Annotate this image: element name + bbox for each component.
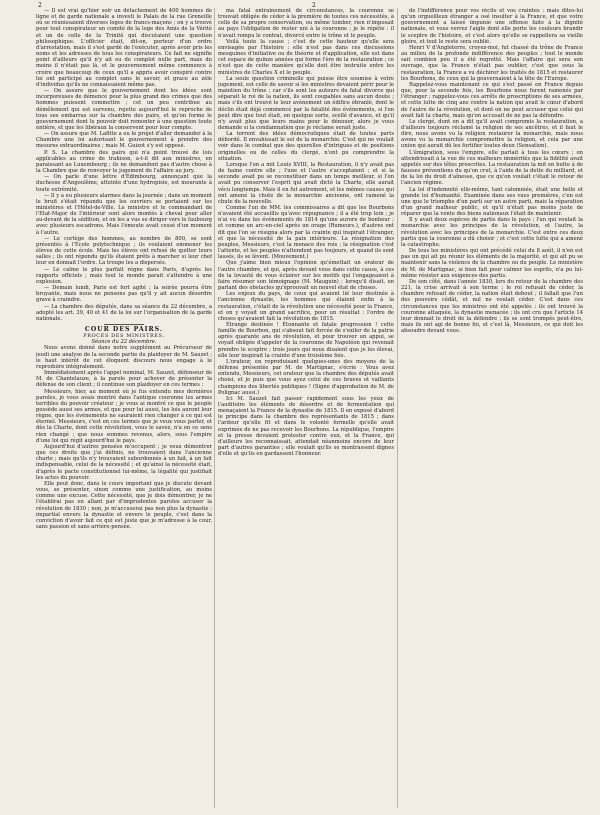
paragraph: — La chambre des députés, dans sa séance du 22 décembre, a adopté les art. 39, 40 et 41 de la loi sur l'organisation de la garde nationale. bbox=[36, 303, 212, 322]
paragraph: Elle peut donc, dans le cours important que je discute devant vous, se présenter, sinon comme une justification, au moins comme une excuse. Cette nécessité, que je dois démontrer, je ne l'établirai pas en allant par d'imprudentes paroles accuser la révolution de 1830 ; non, je m'accuserai pas non plus la dynastie ; impartial envers la dynastie et envers le peuple, c'est dans la conviction d'avoir fait ce qui est juste que je m'adresse à la cour, sans passion et sans arrière-pensée. bbox=[36, 480, 212, 530]
paragraph: P. S. La chambre des pairs qui n'a point trouvé de lois applicables au crime de trahison, a-t-il dit aux ministres, en paraissant au Luxembourg ; ils ne demandent pas d'autre chose à la Chambre que de renvoyer le jugement de l'affaire au jury. bbox=[36, 149, 212, 175]
paragraph: Ici M. Sauzet fait passer rapidement sous les yeux de l'auditoire les éléments de désordre et de fermentation qui menaçaient la France de la dynastie de 1815. Il en exposé d'abord le principe dans la chambre des représentants de 1815 ; dans l'ardeur qu'elle fit et dans le volonté formelle qu'elle avait exprimée de ne pas recevoir les Bourbons. La république, l'empire et la presse devaient protester contre eux, et la France, qui d'ailleurs les reconnaissait, attendait néanmoins encore de leur part d'autres garanties ; elle voulait qu'ils se montrassent dignes d'elle et qu'ils en gardassent l'honneur. bbox=[218, 395, 394, 458]
column-rule bbox=[397, 8, 398, 808]
paragraph: Le clergé, dont on a dit qu'il avait compromis la restauration, a d'ailleurs toujours réclamé la religion de ses ancêtres, et il faut le dire, nous avons vu la religion restaurer la monarchie, mais nous avons vu la monarchie compromettre la religion, et cela par une union qui aurait dû les fortifier toutes deux (Sensation). bbox=[401, 118, 583, 150]
paragraph: La torrent des idées démocratiques était de toutes parts débordé. Il envahissait le sol de la monarchie. C'est qui ne voulait voir dans le combat que des querelles d'intrigues et de positions originelles ou de celles du clergé, n'ont pu comprendre la situation. bbox=[218, 131, 394, 162]
paragraph: — Le calme le plus parfait règne dans Paris, d'après les rapports officiels ; mais tout le monde parait s'attendre à une explosion. bbox=[36, 266, 212, 285]
divider bbox=[104, 324, 144, 325]
paragraph: Les enjeux du pays, de ceux qui avaient lié leur destinée à l'ancienne dynastie, les hommes qui étaient enfin à la restauration, c'était de la révolution une nécessité pour la France, et on y voyait un grand sacrifice, pour un résultat : l'ordre de choses qu'avaient fait la révolution de 1815. bbox=[218, 291, 394, 322]
paragraph: Lorsque l'on a mit Louis XVIII, la Restauration, il n'y avait pas de haine contre elle ; l'une et l'autre s'acceptaient ; et si la seconde avait pu se reconstituer dans un temps meilleur, si l'on avait pu conserver l'esprit qui avait dicté la Charte, elle aurait vécu longtemps. Mais il en fut autrement, et les mêmes causes qui ont amené la chute de la monarchie ancienne, ont ramené la chute de la nouvelle. bbox=[218, 161, 394, 205]
paragraph: — On assure que M. Lafitte a eu le projet d'aller demander à la Chambre une loi autorisant le gouvernement à prendre des mesures extraordinaires ; mais M. Guizot s'y est opposé. bbox=[36, 131, 212, 150]
page-number-right: 2 bbox=[312, 2, 316, 9]
paragraph: de l'indifférence pour vos récits et vos craintes : mais dites-lui qu'un orgueilleux étranger a osé insulter à la France, et que votre gouvernement a laissé impunie une offense faite à la dignité nationale, et vous verrez l'aigle dont elle porte les couleurs brandir le sceptre de l'histoire, et c'est alors qu'elle se rappellera sa vieille gloire, et tout le reste sera oublié. bbox=[401, 8, 583, 45]
paragraph: Voilà toute la cause ; c'est de cette hauteur qu'elle sera envisagée par l'histoire ; elle n'est pas dans ces discussions mesquines d'initiative ou de théorie et d'application, elle est dans cet espace de quinze années qui forme l'ère de la restauration ; ce n'est que de cette manière qu'elle doit être instruite entre les ministres de Charles X et le peuple. bbox=[218, 38, 394, 76]
paragraph: La seule question criminelle qui puisse être soumise à votre jugement, est celle de savoir si les ministres devaient périr pour le maintien du trône ; car s'ils sont les auteurs du fatal divorce qui séparait le roi de la nation, ils sont coupables sans aucun doute ; mais s'ils ont trouvé le leur avènement un édifice ébranlé, dont le déclin était déjà commencé par la fatalité des événements, si l'on peut dire que tout était, en quelque sorte, scellé d'avance, et qu'il n'y avait plus que leurs mains pour le dénouer, alors je vous demande si la condamnation que je réclame serait juste. bbox=[218, 75, 394, 131]
paragraph: Rappelez-vous maintenant ce qui s'est passé en France depuis que, pour la seconde fois, les Bourbons nous furent ramenés par l'étranger ; rappelez-vous ces arrêts de proscriptions de ses armées, et cette lutte de cinq ans contre la nation qui avait le cœur d'abord de l'autre de la révolution, et dont on ne peut accuser que celui qui avait fait la charte, mais qu'on accusait de ne pas la défendre. bbox=[401, 81, 583, 119]
paragraph: La loi d'indemnité elle-même, tant calomniée, était une belle et grande loi d'humanité. Examinée dans ses vues premières, c'en est une que le triomphe d'un parti sur un autre parti, mais la réparation d'un grand malheur public, et qu'il n'était pas moins juste de réparer que la vente des biens nationaux l'était de maintenir. bbox=[401, 186, 583, 218]
paragraph: L'orateur, en reproduisant quelques-unes des moyens de la défense présentée par M. de Martignac, s'écrie : Vous avez entendu, Messieurs, cet orateur que la chambre des députés avait choisi, et je puis que vous ayez celui de ces braves et vaillants champions des libertés publiques ! (Signe d'approbation de M. de Polignac aussi.) bbox=[218, 358, 394, 396]
page-number-left: 2 bbox=[38, 2, 42, 9]
paragraph: L'émigration, sous l'empire, elle parlait à tous les cœurs ; on attendrissait à la vue de ces malheurs immérités que la fidélité avait appelés sur des têtes proscrites. La restauration la mit en butte à de fausses préventions du qu'on crut, à l'aide de la dette du milliard, et de la loi du droit d'aînesse, que ce qu'on voulait c'était le retour de l'ancien régime. bbox=[401, 149, 583, 187]
column-2 bbox=[218, 8, 394, 808]
paragraph: — Il est vrai qu'hier soir un détachement de 400 hommes de ligne et de garde nationale a investi le Palais de la rue Greneille où se réunissaient diverses loges de francs-maçons ; on y a trouvé pour tout conspirateur un comité de la loge des Amis de la Vérité et un de celle de la Trinité qui discutaient une question philosophique. L'officier était, dit-on, porteur d'un ordre d'arrestation, mais il s'est gardé de l'exécuter, après avoir pris les noms et les adresses de tous les conspirateurs. Ce fait ne signifie point d'ailleurs qu'il n'y ait eu de complot nulle part, mais du moins il n'était pas là, et le gouvernement même commence à croire que beaucoup de ceux qu'il a appris avoir conspiré contre lui ont participé au complot sans le savoir, et grace au zèle d'individus qu'ils ne connaissaient même pas. bbox=[36, 8, 212, 88]
paragraph: Nous avons donné dans notre supplément au Précurseur de jeudi une analyse de la seconde partie du plaidoyer de M. Sauzet ; le haut intérêt de cet éloquent discours nous engage à le reproduire intégralement. bbox=[36, 345, 212, 370]
paragraph: Comme l'un de MM. les commissaires a dit que les Bourbons n'avaient été accueillis qu'avec répugnance ; il a été trop loin ; je n'ai vu dans les événements de 1814 qu'une aurore de bonheur ; et comme un arc-en-ciel après un orage (Rumeurs.), d'autres ont dit que l'on se résigna alors par la crainte qui inspirait l'étranger, et que la nécessité de la paix intérieure. La résignation des peuples, Messieurs, c'est la menace des rois ; la résignation c'est l'attente, et les peuples n'attendent pas toujours, et quand ils sont lassés, ils se lèvent. (Mouvement.) bbox=[218, 205, 394, 261]
paragraph: — Le cortège des hommes, au nombre de 800, se sont présentés à l'École polytechnique ; ils voulaient emmener les élèves de cette école. Mais les élèves ont refusé de quitter leurs salles ; ils ont répondu qu'ils étaient prêts à marcher si leur chef leur en donnait l'ordre. La troupe les a dispersés. bbox=[36, 235, 212, 267]
paragraph: — Il y a eu plusieurs alarmes dans la journée ; dans un moment le bruit s'était répandu que les ouvriers se portaient sur les ministères et l'Hôtel-de-Ville. Le ministre et le commandant de l'Etat-Major de l'intérieur sont alors montés à cheval pour aller au-devant de la sédition, et on les a vus se diriger vers le faubourg avec plusieurs escadrons. Mais l'émeute avait cessé d'un moment à l'autre. bbox=[36, 192, 212, 236]
column-3 bbox=[401, 8, 583, 808]
section-title: COUR DES PAIRS. bbox=[84, 325, 164, 333]
paragraph: Que j'aime bien mieux l'opinion qu'émettait un orateur de l'autre chambre, et qui, après devant vous dans cette cause, à ces de la lovauté de vous éclairer sur les motifs qui l'engageaient à faire résumer son témoignage (M. Mauguin) : lorsqu'il disait, en parlant des obstacles qu'éprouvait un nouvel état de choses. bbox=[218, 260, 394, 292]
column-rule bbox=[214, 8, 215, 808]
paragraph: Il y avait deux espèces de partis dans le pays ; l'un qui voulait la monarchie avec les principes de la révolution, et l'autre, la révolution avec les principes de la monarchie. C'est entre ces deux partis que la couronne a dû choisir ; et c'est cette lutte qui a amené la catastrophe. bbox=[401, 217, 583, 248]
paragraph: — On parle d'une lettre d'Édimbourg, annonçant que la duchesse d'Angoulême, atteinte d'une hydropisie, est mourante à toute extrémité. bbox=[36, 174, 212, 193]
paragraph: — Demain lundi, Paris est fort agité ; la soirée pourra être bruyante, mais nous ne pensons pas qu'il y ait aucun désordre grave à craindre. bbox=[36, 285, 212, 304]
paragraph: Aujourd'hui d'autres pensées m'occupent ; je veux démontrer que ces droits que j'ai définis, ne trouvaient dans l'ancienne charte ; mais qu'ils n'y trouvaient subordonnés à un fait, à un fait indispensable, celui de la nécessité ; et qu'ainsi la nécessité était, d'après le pacte constitutionnel lui-même, la légalité qui justifiait les actes du pouvoir. bbox=[36, 443, 212, 481]
paragraph: Henri V d'Angleterre, croyez-moi, fut chassé du trône de France au milieu de la profonde indifférence des peuples ; tout le monde sait combien peu il a été regretté. Mais l'affaire qui sera son ouvrage, que la France n'était pas oublier, c'est que sous la restauration, la France a vu déchirer les traités de 1815 et restaurer les Bourbons, de ceux qui la gouvernaient à la tête de l'Europe. bbox=[401, 44, 583, 82]
paragraph: De tous les ministères qui ont précédé celui du 8 août, il n'en est pas un qui ait pu réunir les éléments de la majorité, et qui ait pu se maintenir sans la violence de la chambre ou du peuple. Le ministère de M. de Martignac, si bien fait pour calmer les esprits, n'a pu lui-même résister aux exigences des partis. bbox=[401, 248, 583, 279]
paragraph: De son côté, dans l'année 1830, lors du retour de la chambre des 221, la crise arrivait à son terme ; le roi refusait de céder, la chambre refusait de céder, la nation était debout ; il fallait que l'un des pouvoirs cédât, et nul ne voulait céder. C'est dans ces circonstances que les ministres ont été appelés ; ils ont trouvé la couronne attaquée, la dynastie menacée ; ils ont cru que l'article 14 leur donnait le droit de la défendre ; ils se sont trompés peut-être, mais ils ont agi de bonne foi, et c'est là, Messieurs, ce qui doit les absoudre devant vous. bbox=[401, 278, 583, 335]
paragraph: Étrange destinée ! Étonnante et fatale progression ! cette famille de Bourbon, qui s'absout fait forcée de s'exiler de la patrie après quarante ans de révolution, et pour trouver un appui, se voyait obligée d'appeler de la couronne de Napoléon qui revenait prendre le sceptre ; trois jours qui nous disaient que je les élevai, elle leur inspirait la crainte d'une troisième fois. bbox=[218, 321, 394, 359]
section-subtitle: PROCÈS DES MINISTRES. bbox=[83, 333, 165, 340]
paragraph: ma fatal entraînement de circonstances, la couronne se trouvait obligée de céder à la première de toutes ces nécessités, à celle de sa propre conservation, ou même tomber, rien n'imposait au pays l'obligation de rester uni à la couronne ; je le répète : il n'avait rompu le contrat, divorcé entre le trône et le peuple. bbox=[218, 8, 394, 39]
paragraph: Immédiatement après l'appel nominal, M. Sauzet, défenseur de M. de Chantelauze, à la parole pour achever de présenter la défense de son client ; il continue son plaidoyer en ces termes : bbox=[36, 370, 212, 389]
section-date: Séance du 22 décembre. bbox=[91, 339, 157, 346]
paragraph: — On assure que le gouvernement dont les idées sont incorporeuses de démence pour la plus grand des crimes que des hommes puissent commettre ; cet un peu contribue au démêlement qui est survenu, rejette aujourd'hui le reproche de tous ses embarras sur la chambre des pairs, et qu'on forme le gouvernement dont le pouvoir doit remonter à une question toute entière, et que les libéraux la conservent pour leur compte. bbox=[36, 88, 212, 131]
paragraph: Messieurs, hier, au moment où je fus entendu mes dernières paroles, je vous avais montré dans l'antique couronne les armes terribles du pouvoir créateur ; je vous ai montré ce que le peuple possède aussi ses armes, et que pour lui aussi, les lois auront leur règne, que les événements ne sauraient rien changer à ce qui est éternel. Messieurs, c'est en ces termes que je veux vous parler, et dès la Charte, dont cette révolution, vous le savez, n'a en ce sens rien changé ; que nous sommes revenus, alors, sous l'empire d'une loi qui régit aujourd'hui le pays. bbox=[36, 388, 212, 444]
column-1 bbox=[36, 8, 212, 808]
